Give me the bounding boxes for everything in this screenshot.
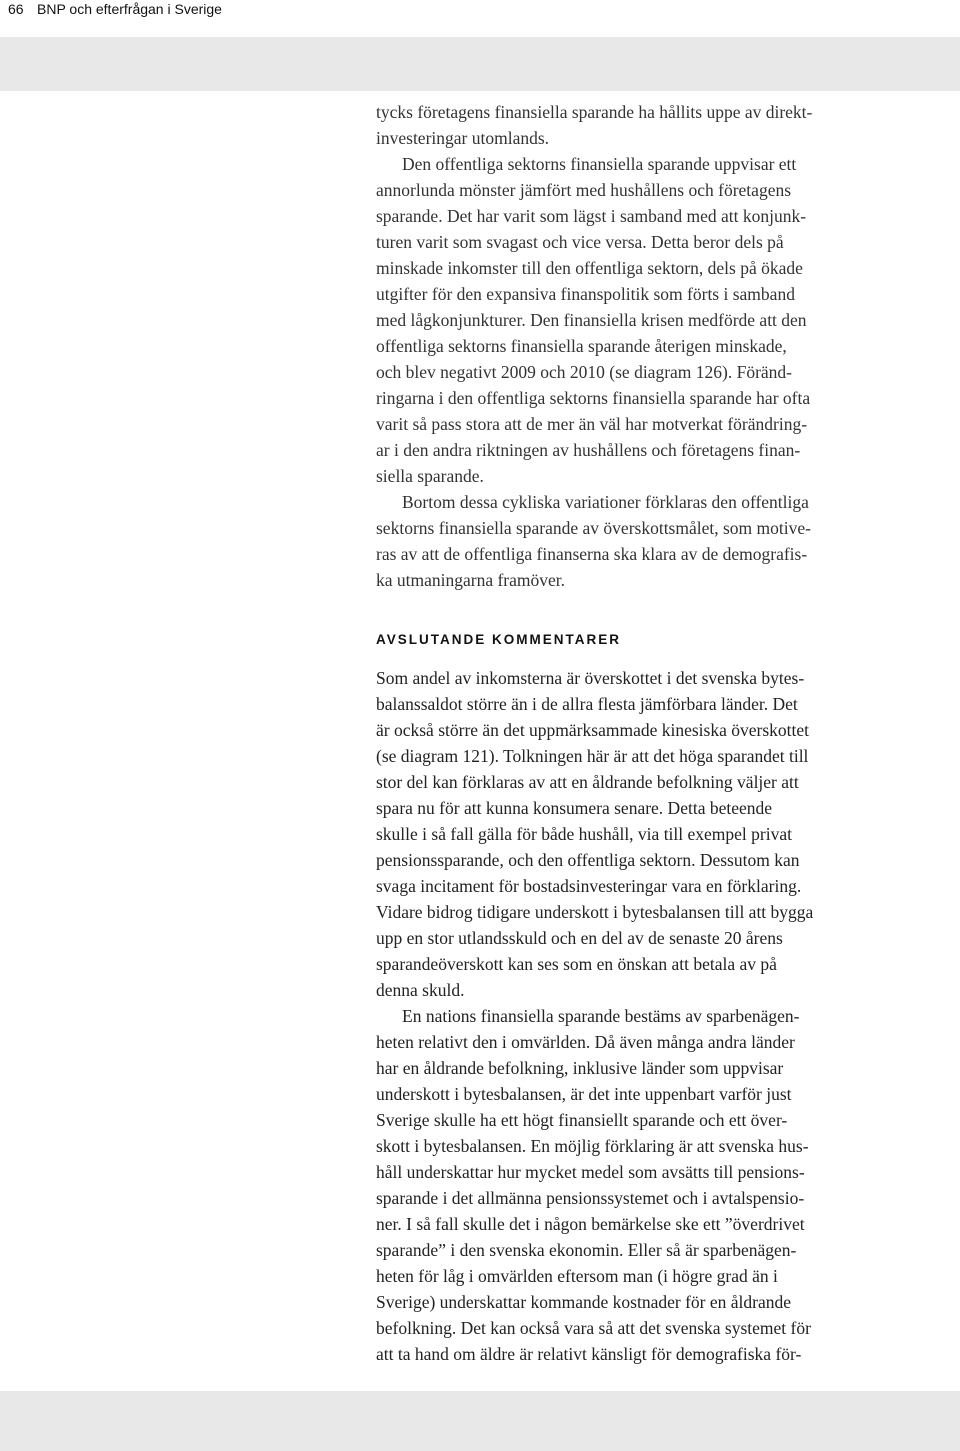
section-heading: AVSLUTANDE KOMMENTARER: [376, 632, 621, 647]
text-line: sparandeöverskott kan ses som en önskan att betala av på: [376, 954, 777, 974]
text-line: tycks företagens finansiella sparande ha hållits uppe av direkt-: [376, 102, 813, 122]
text-line: Den offentliga sektorns finansiella sparande uppvisar ett: [402, 154, 797, 174]
text-line: En nations finansiella sparande bestäms av sparbenägen-: [402, 1006, 800, 1026]
text-line: Vidare bidrog tidigare underskott i bytesbalansen till att bygga: [376, 902, 814, 922]
text-line: heten för låg i omvärlden eftersom man (i högre grad än i: [376, 1266, 778, 1286]
text-line: denna skuld.: [376, 980, 465, 1000]
text-line: offentliga sektorns finansiella sparande återigen minskade,: [376, 336, 787, 356]
text-line: är också större än det uppmärksammade kinesiska överskottet: [376, 720, 809, 740]
text-line: sektorns finansiella sparande av överskottsmålet, som motive-: [376, 518, 811, 538]
text-line: ner. I så fall skulle det i någon bemärkelse ske ett ”överdrivet: [376, 1214, 805, 1234]
body-text-block-1: [376, 99, 896, 593]
text-line: sparande i det allmänna pensionssystemet och i avtalspensio-: [376, 1188, 805, 1208]
text-line: Som andel av inkomsterna är överskottet i det svenska bytes-: [376, 668, 805, 688]
text-line: ringarna i den offentliga sektorns finansiella sparande har ofta: [376, 388, 811, 408]
text-line: Bortom dessa cykliska variationer förklaras den offentliga: [402, 492, 809, 512]
text-line: minskade inkomster till den offentliga sektorn, dels på ökade: [376, 258, 803, 278]
body-text-block-2: [376, 665, 896, 1367]
text-line: och blev negativt 2009 och 2010 (se diagram 126). Föränd-: [376, 362, 793, 382]
text-line: Sverige skulle ha ett högt finansiellt sparande och ett över-: [376, 1110, 788, 1130]
text-line: med lågkonjunkturer. Den finansiella krisen medförde att den: [376, 310, 807, 330]
text-line: håll underskattar hur mycket medel som avsätts till pensions-: [376, 1162, 805, 1182]
text-line: turen varit som svagast och vice versa. Detta beror dels på: [376, 232, 784, 252]
text-line: pensionssparande, och den offentliga sektorn. Dessutom kan: [376, 850, 800, 870]
text-line: har en åldrande befolkning, inklusive länder som uppvisar: [376, 1058, 784, 1078]
text-line: investeringar utomlands.: [376, 128, 550, 148]
text-line: ka utmaningarna framöver.: [376, 570, 566, 590]
text-line: att ta hand om äldre är relativt känsligt för demografiska för-: [376, 1344, 802, 1364]
text-line: sparande. Det har varit som lägst i samband med att konjunk-: [376, 206, 807, 226]
text-line: skulle i så fall gälla för både hushåll, via till exempel privat: [376, 824, 792, 844]
text-line: skott i bytesbalansen. En möjlig förklaring är att svenska hus-: [376, 1136, 809, 1156]
text-line: utgifter för den expansiva finanspolitik som förts i samband: [376, 284, 795, 304]
bottom-gray-band: [0, 1391, 960, 1451]
text-line: svaga incitament för bostadsinvesteringar vara en förklaring.: [376, 876, 802, 896]
text-line: varit så pass stora att de mer än väl har motverkat förändring-: [376, 414, 808, 434]
text-line: befolkning. Det kan också vara så att det svenska systemet för: [376, 1318, 811, 1338]
page-header: [0, 0, 960, 20]
text-line: siella sparande.: [376, 466, 484, 486]
text-line: balanssaldot större än i de allra flesta jämförbara länder. Det: [376, 694, 798, 714]
text-line: ar i den andra riktningen av hushållens och företagens finan-: [376, 440, 801, 460]
text-line: underskott i bytesbalansen, är det inte uppenbart varför just: [376, 1084, 792, 1104]
text-line: spara nu för att kunna konsumera senare. Detta beteende: [376, 798, 773, 818]
text-line: upp en stor utlandsskuld och en del av de senaste 20 årens: [376, 928, 783, 948]
text-line: sparande” i den svenska ekonomin. Eller så är sparbenägen-: [376, 1240, 797, 1260]
text-line: annorlunda mönster jämfört med hushållens och företagens: [376, 180, 792, 200]
text-line: Sverige) underskattar kommande kostnader för en åldrande: [376, 1292, 791, 1312]
text-line: (se diagram 121). Tolkningen här är att det höga sparandet till: [376, 746, 809, 766]
text-line: ras av att de offentliga finanserna ska klara av de demografis-: [376, 544, 808, 564]
text-line: heten relativt den i omvärlden. Då även många andra länder: [376, 1032, 795, 1052]
top-gray-band: [0, 37, 960, 91]
page-number: 66: [8, 1, 24, 17]
text-line: stor del kan förklaras av att en åldrande befolkning väljer att: [376, 772, 799, 792]
running-title: BNP och efterfrågan i Sverige: [37, 1, 222, 17]
